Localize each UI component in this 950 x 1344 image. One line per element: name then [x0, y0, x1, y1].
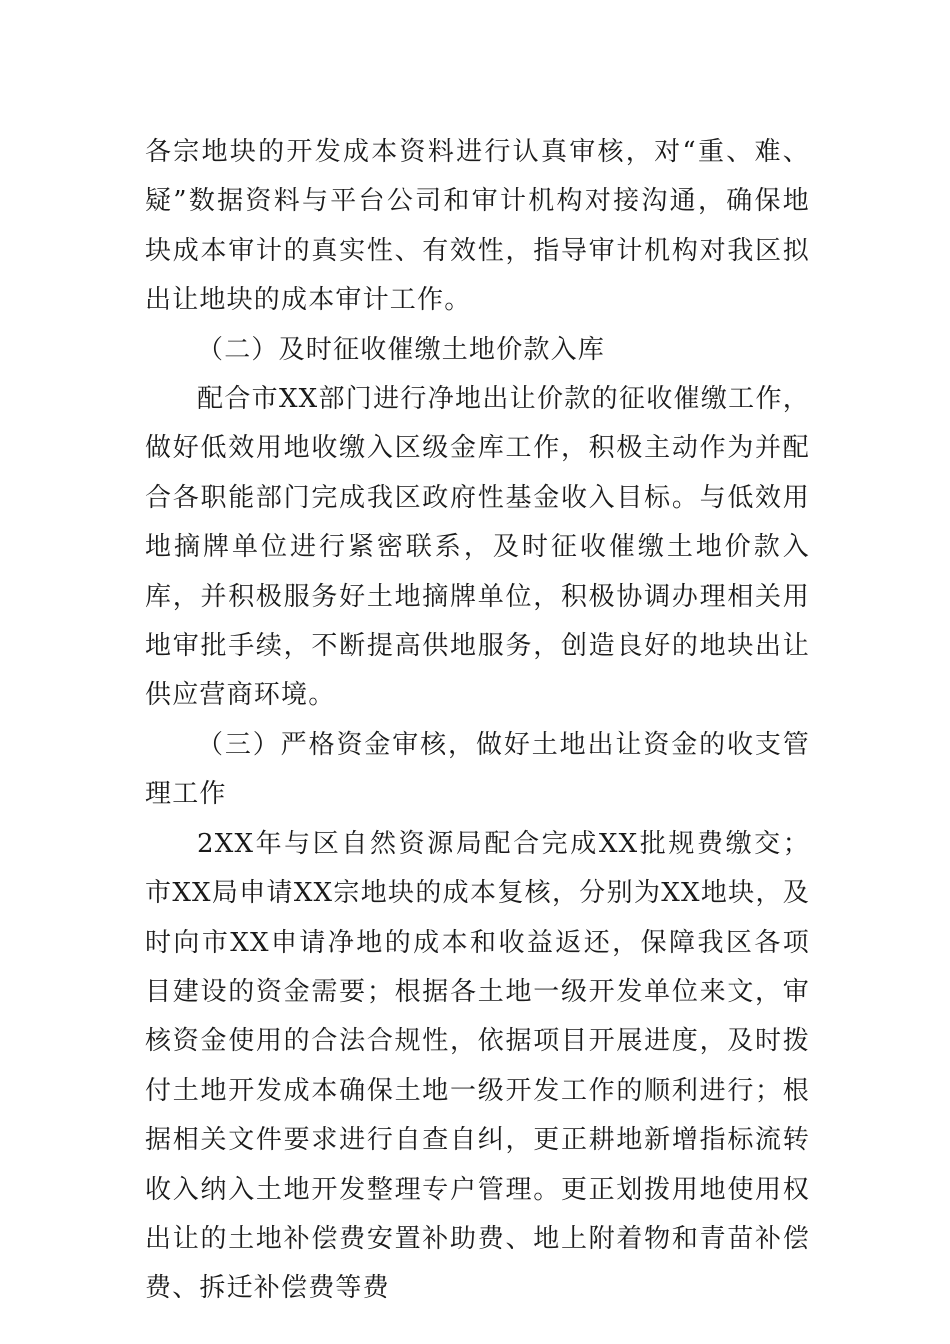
section-heading-2: （二）及时征收催缴土地价款入库: [197, 334, 606, 365]
body-paragraph-2: 配合市XX部门进行净地出让价款的征收催缴工作，做好低效用地收缴入区级金库工作，积极主动作为并配合各职能部门完成我区政府性基金收入目标。与低效用地摘牌单位进行紧密联系，及时征收催缴土地价款入库，并积极服务好土地摘牌单位，积极协调办理相关用地审批手续，不断提高供地服务，创造良好的地块出让供应营商环境。: [145, 384, 810, 711]
body-paragraph-3: 2XX年与区自然资源局配合完成XX批规费缴交；市XX局申请XX宗地块的成本复核，分别为XX地块，及时向市XX申请净地的成本和收益返还，保障我区各项目建设的资金需要；根据各土地一级开发单位来文，审核资金使用的合法合规性，依据项目开展进度，及时拨付土地开发成本确保土地一级开发工作的顺利进行；根据相关文件要求进行自查自纠，更正耕地新增指标流转收入纳入土地开发整理专户管理。更正划拨用地使用权出让的土地补偿费安置补助费、地上附着物和青苗补偿费、拆迁补偿费等费: [145, 828, 810, 1304]
section-heading-3: （三）严格资金审核，做好土地出让资金的收支管理工作: [145, 729, 810, 810]
body-paragraph-continued: 各宗地块的开发成本资料进行认真审核，对“重、难、疑”数据资料与平台公司和审计机构对接沟通，确保地块成本审计的真实性、有效性，指导审计机构对我区拟出让地块的成本审计工作。: [145, 137, 810, 316]
document-body: [145, 128, 810, 1314]
